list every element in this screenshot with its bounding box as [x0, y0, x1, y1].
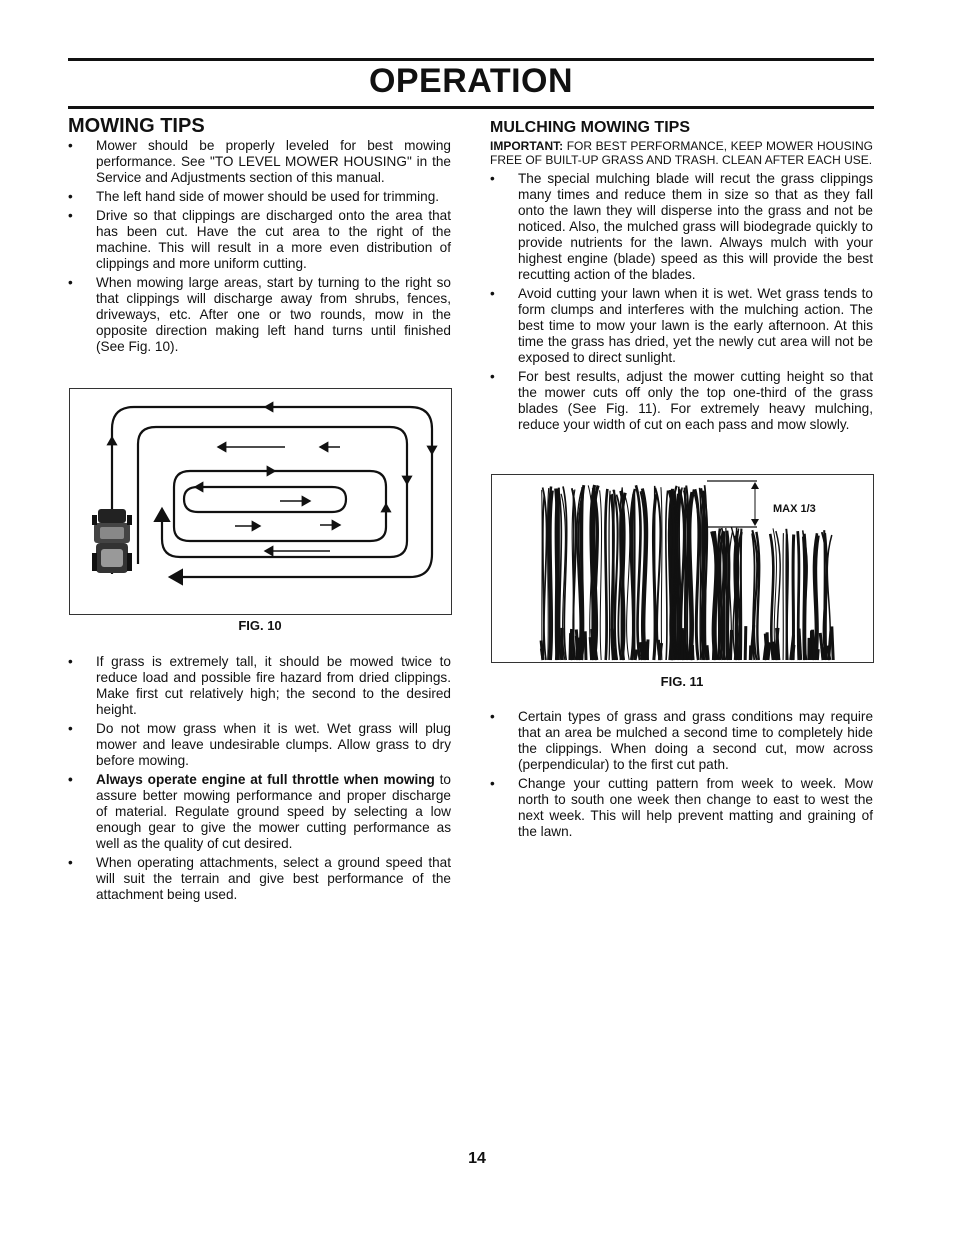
left-column	[68, 115, 451, 358]
important-label: IMPORTANT:	[490, 139, 564, 153]
page-number: 14	[468, 1150, 486, 1167]
list-item: • Drive so that clippings are discharged onto the area that has been cut. Have the cut area to the right of the machine. This will result in a more even distribution of clippings and more uniform cutting.	[68, 208, 451, 271]
bullet: •	[68, 138, 73, 153]
grass-base	[817, 649, 818, 660]
important-text: FOR BEST PERFORMANCE, KEEP MOWER HOUSING FREE OF BUILT-UP GRASS AND TRASH. CLEAN AFTER EACH USE.	[490, 139, 873, 167]
grass-base	[799, 629, 801, 660]
bullet: •	[68, 275, 73, 290]
grass-blade	[685, 488, 686, 661]
grass-base	[713, 636, 714, 660]
grass-base	[731, 630, 732, 660]
bullet: •	[490, 171, 495, 186]
bullet: •	[68, 189, 73, 204]
grass-base	[773, 642, 774, 660]
inner-loop	[184, 487, 346, 512]
grass-base	[707, 645, 708, 660]
mowing-tips-heading: MOWING TIPS	[68, 115, 205, 137]
list-item: • When mowing large areas, start by turning to the right so that clippings will discharge away from shrubs, fences, driveways, etc. After one or two rounds, mow in the opposite direction making left hand turns until finished (See Fig. 10).	[68, 275, 451, 354]
list-item: • The special mulching blade will recut the grass clippings many times and reduce them in size so that as they fall onto the lawn they will disperse into the grass and not be noticed. Also, the mulched grass will biodegrade quickly to provide nutrients for the lawn. Always mulch with your highest engine (blade) speed as this will provide the best recutting action of the blades.	[490, 171, 873, 282]
grass-base	[692, 645, 693, 660]
fig-11-caption: FIG. 11	[660, 674, 704, 689]
list-item: • If grass is extremely tall, it should be mowed twice to reduce load and possible fire hazard from dried clippings. Make first cut relatively high; the second to the desired height.	[68, 654, 451, 717]
grass-base	[813, 630, 815, 660]
grass-blade	[804, 534, 805, 660]
grass-blades-diagram	[492, 475, 873, 662]
lawn-tractor-icon	[92, 509, 132, 573]
grass-base	[582, 642, 584, 660]
bullet: •	[68, 772, 73, 787]
mowing-tips-list	[68, 138, 451, 355]
title-underline	[68, 106, 874, 109]
grass-blade	[718, 528, 720, 660]
grass-base	[690, 629, 691, 660]
max-one-third-label: MAX 1/3	[773, 503, 816, 515]
list-item: • Do not mow grass when it is wet. Wet grass will plug mower and leave undesirable clumps. Allow grass to dry before mowing.	[68, 721, 451, 768]
grass-blade	[556, 489, 558, 661]
fig-10-caption: FIG. 10	[238, 618, 282, 633]
mulching-tips-heading: MULCHING MOWING TIPS	[490, 119, 690, 136]
list-item: • Mower should be properly leveled for best mowing performance. See "TO LEVEL MOWER HOUSING" in the Service and Adjustments section of this manual.	[68, 138, 451, 185]
mowing-tips-list-2	[68, 654, 451, 903]
grass-base	[832, 626, 833, 660]
right-column	[490, 120, 873, 436]
grass-base	[612, 629, 614, 660]
grass-base	[658, 640, 659, 660]
bullet: •	[490, 286, 495, 301]
page-title: OPERATION	[368, 62, 574, 100]
list-item: • Always operate engine at full throttle when mowing to assure better mowing performance and proper discharge of material. Regulate ground speed by selecting a low enough gear to give the mower cutting performance as well as the quality of cut desired.	[68, 772, 451, 851]
grass-height-figure	[491, 474, 874, 663]
third-loop	[174, 471, 386, 541]
list-item: • For best results, adjust the mower cutting height so that the mower cuts off only the top one-third of the grass blades (See Fig. 11). For extremely heavy mulching, reduce your width of cut on each pass and mow slowly.	[490, 369, 873, 432]
grass-base	[647, 641, 648, 660]
top-rule	[68, 58, 874, 61]
bullet: •	[68, 208, 73, 223]
grass-base	[585, 631, 586, 660]
mulching-tips-list-2	[490, 709, 873, 840]
grass-base	[562, 628, 563, 660]
grass-base	[792, 645, 794, 660]
grass-base	[768, 642, 770, 660]
right-column-lower	[490, 709, 873, 843]
important-note	[490, 140, 873, 167]
grass-base	[635, 650, 637, 660]
bullet: •	[490, 776, 495, 791]
bullet: •	[68, 654, 73, 669]
list-item: • When operating attachments, select a ground speed that will suit the terrain and give best performance of the attachment being used.	[68, 855, 451, 902]
list-item: • The left hand side of mower should be used for trimming.	[68, 189, 440, 204]
grass-base	[541, 649, 543, 660]
bullet: •	[68, 721, 73, 736]
bullet: •	[68, 855, 73, 870]
list-item: • Avoid cutting your lawn when it is wet. Wet grass tends to form clumps and interferes with the mulching action. The best time to mow your lawn is the early afternoon. At this time the grass has dried, yet the newly cut area will not be exposed to direct sunlight.	[490, 286, 873, 365]
bullet: •	[490, 369, 495, 384]
list-item: • Change your cutting pattern from week to week. Mow north to south one week then change to east to west the next week. This will help prevent matting and graining of the lawn.	[490, 776, 873, 839]
mulching-tips-list	[490, 171, 873, 433]
left-column-lower	[68, 654, 451, 906]
grass-base	[571, 632, 572, 660]
grass-base	[745, 626, 746, 660]
mowing-pattern-diagram	[70, 389, 451, 614]
bullet: •	[490, 709, 495, 724]
grass-base	[739, 625, 740, 660]
mowing-pattern-figure	[69, 388, 452, 615]
grass-blade	[727, 531, 729, 660]
grass-blade	[605, 489, 607, 660]
list-item: • Certain types of grass and grass conditions may require that an area be mulched a second time to completely hide the clippings. When doing a second cut, mow across (perpendicular) to the first cut path.	[490, 709, 873, 772]
